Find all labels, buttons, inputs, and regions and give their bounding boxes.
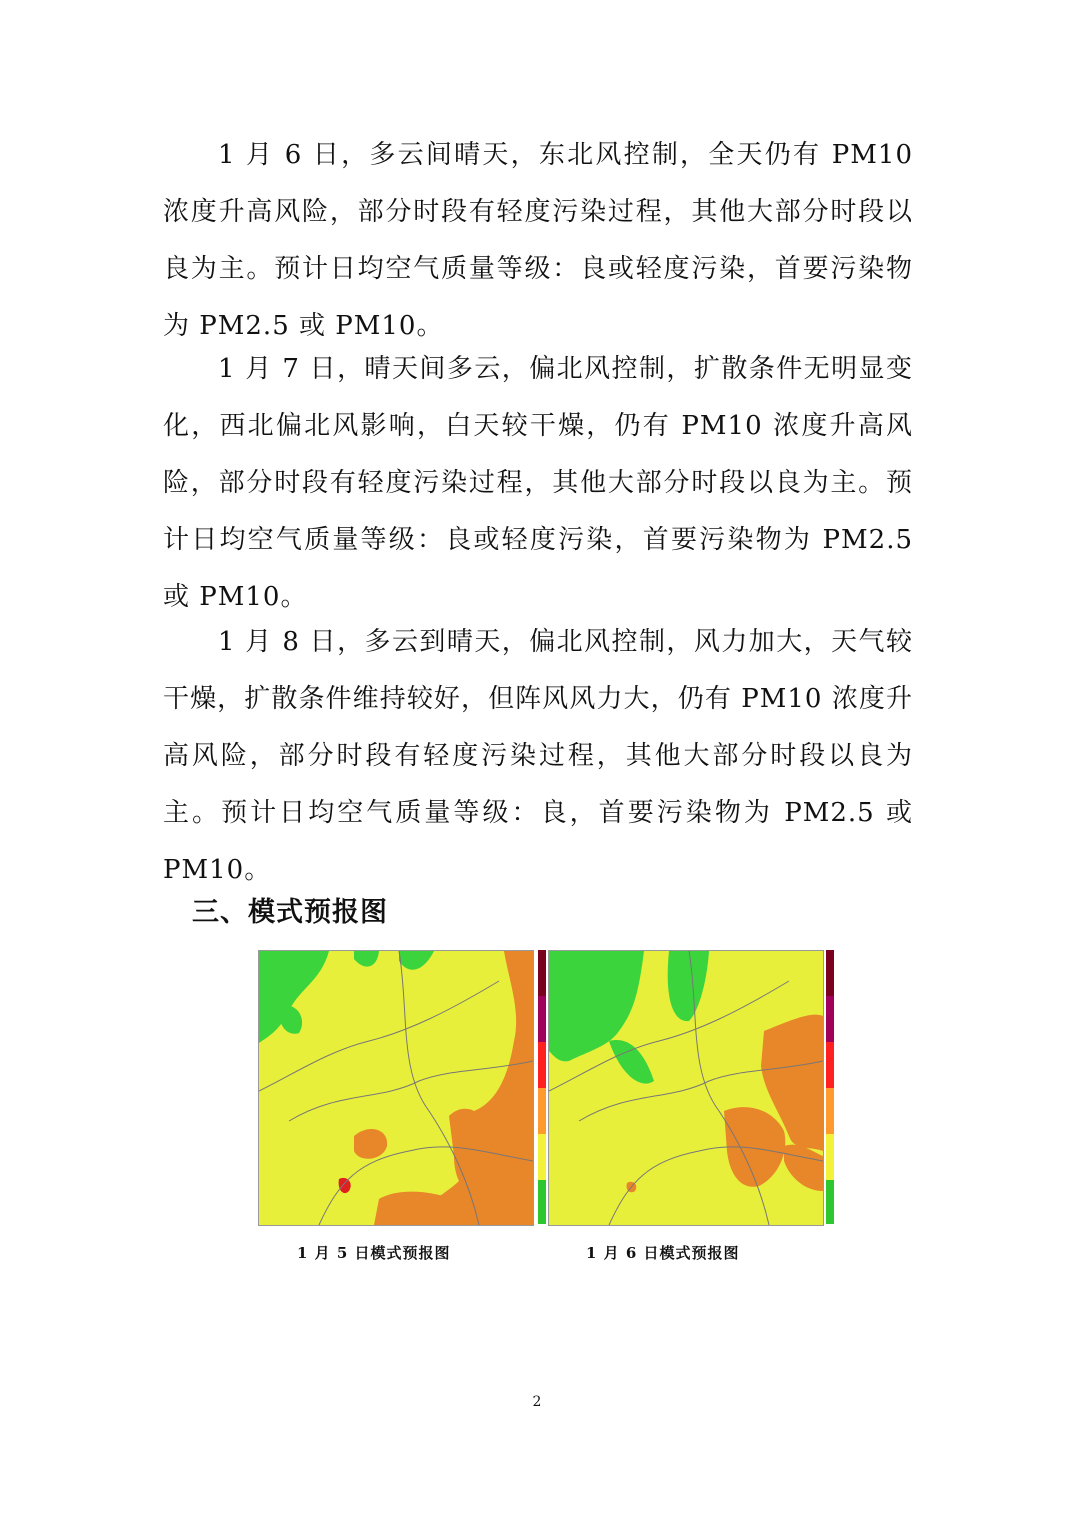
legend-colorbar-jan6	[826, 950, 834, 1224]
forecast-map-image	[548, 950, 824, 1226]
figure-caption-jan5: 1 月 5 日模式预报图	[297, 1244, 451, 1262]
paragraph-jan7: 1 月 7 日，晴天间多云，偏北风控制，扩散条件无明显变化，西北偏北风影响，白天较干燥，仍有 PM10 浓度升高风险，部分时段有轻度污染过程，其他大部分时段以良为主。预计日均空气质量等级：良或轻度污染，首要污染物为 PM2.5 或 PM10。	[163, 354, 913, 612]
legend-colorbar-jan5	[538, 950, 546, 1224]
paragraph-jan6: 1 月 6 日，多云间晴天，东北风控制，全天仍有 PM10 浓度升高风险，部分时段有轻度污染过程，其他大部分时段以良为主。预计日均空气质量等级：良或轻度污染，首要污染物为 PM2.5 或 PM10。	[163, 140, 913, 341]
forecast-map-jan5	[258, 950, 536, 1226]
forecast-map-jan6	[548, 950, 826, 1226]
forecast-map-image	[258, 950, 534, 1226]
page-number: 2	[532, 1394, 542, 1410]
figure-caption-jan6: 1 月 6 日模式预报图	[586, 1244, 740, 1262]
section-heading: 三、模式预报图	[192, 897, 388, 928]
paragraph-jan8: 1 月 8 日，多云到晴天，偏北风控制，风力加大，天气较干燥，扩散条件维持较好，但阵风风力大，仍有 PM10 浓度升高风险，部分时段有轻度污染过程，其他大部分时段以良为主。预计日均空气质量等级：良，首要污染物为 PM2.5 或 PM10。	[163, 627, 913, 885]
